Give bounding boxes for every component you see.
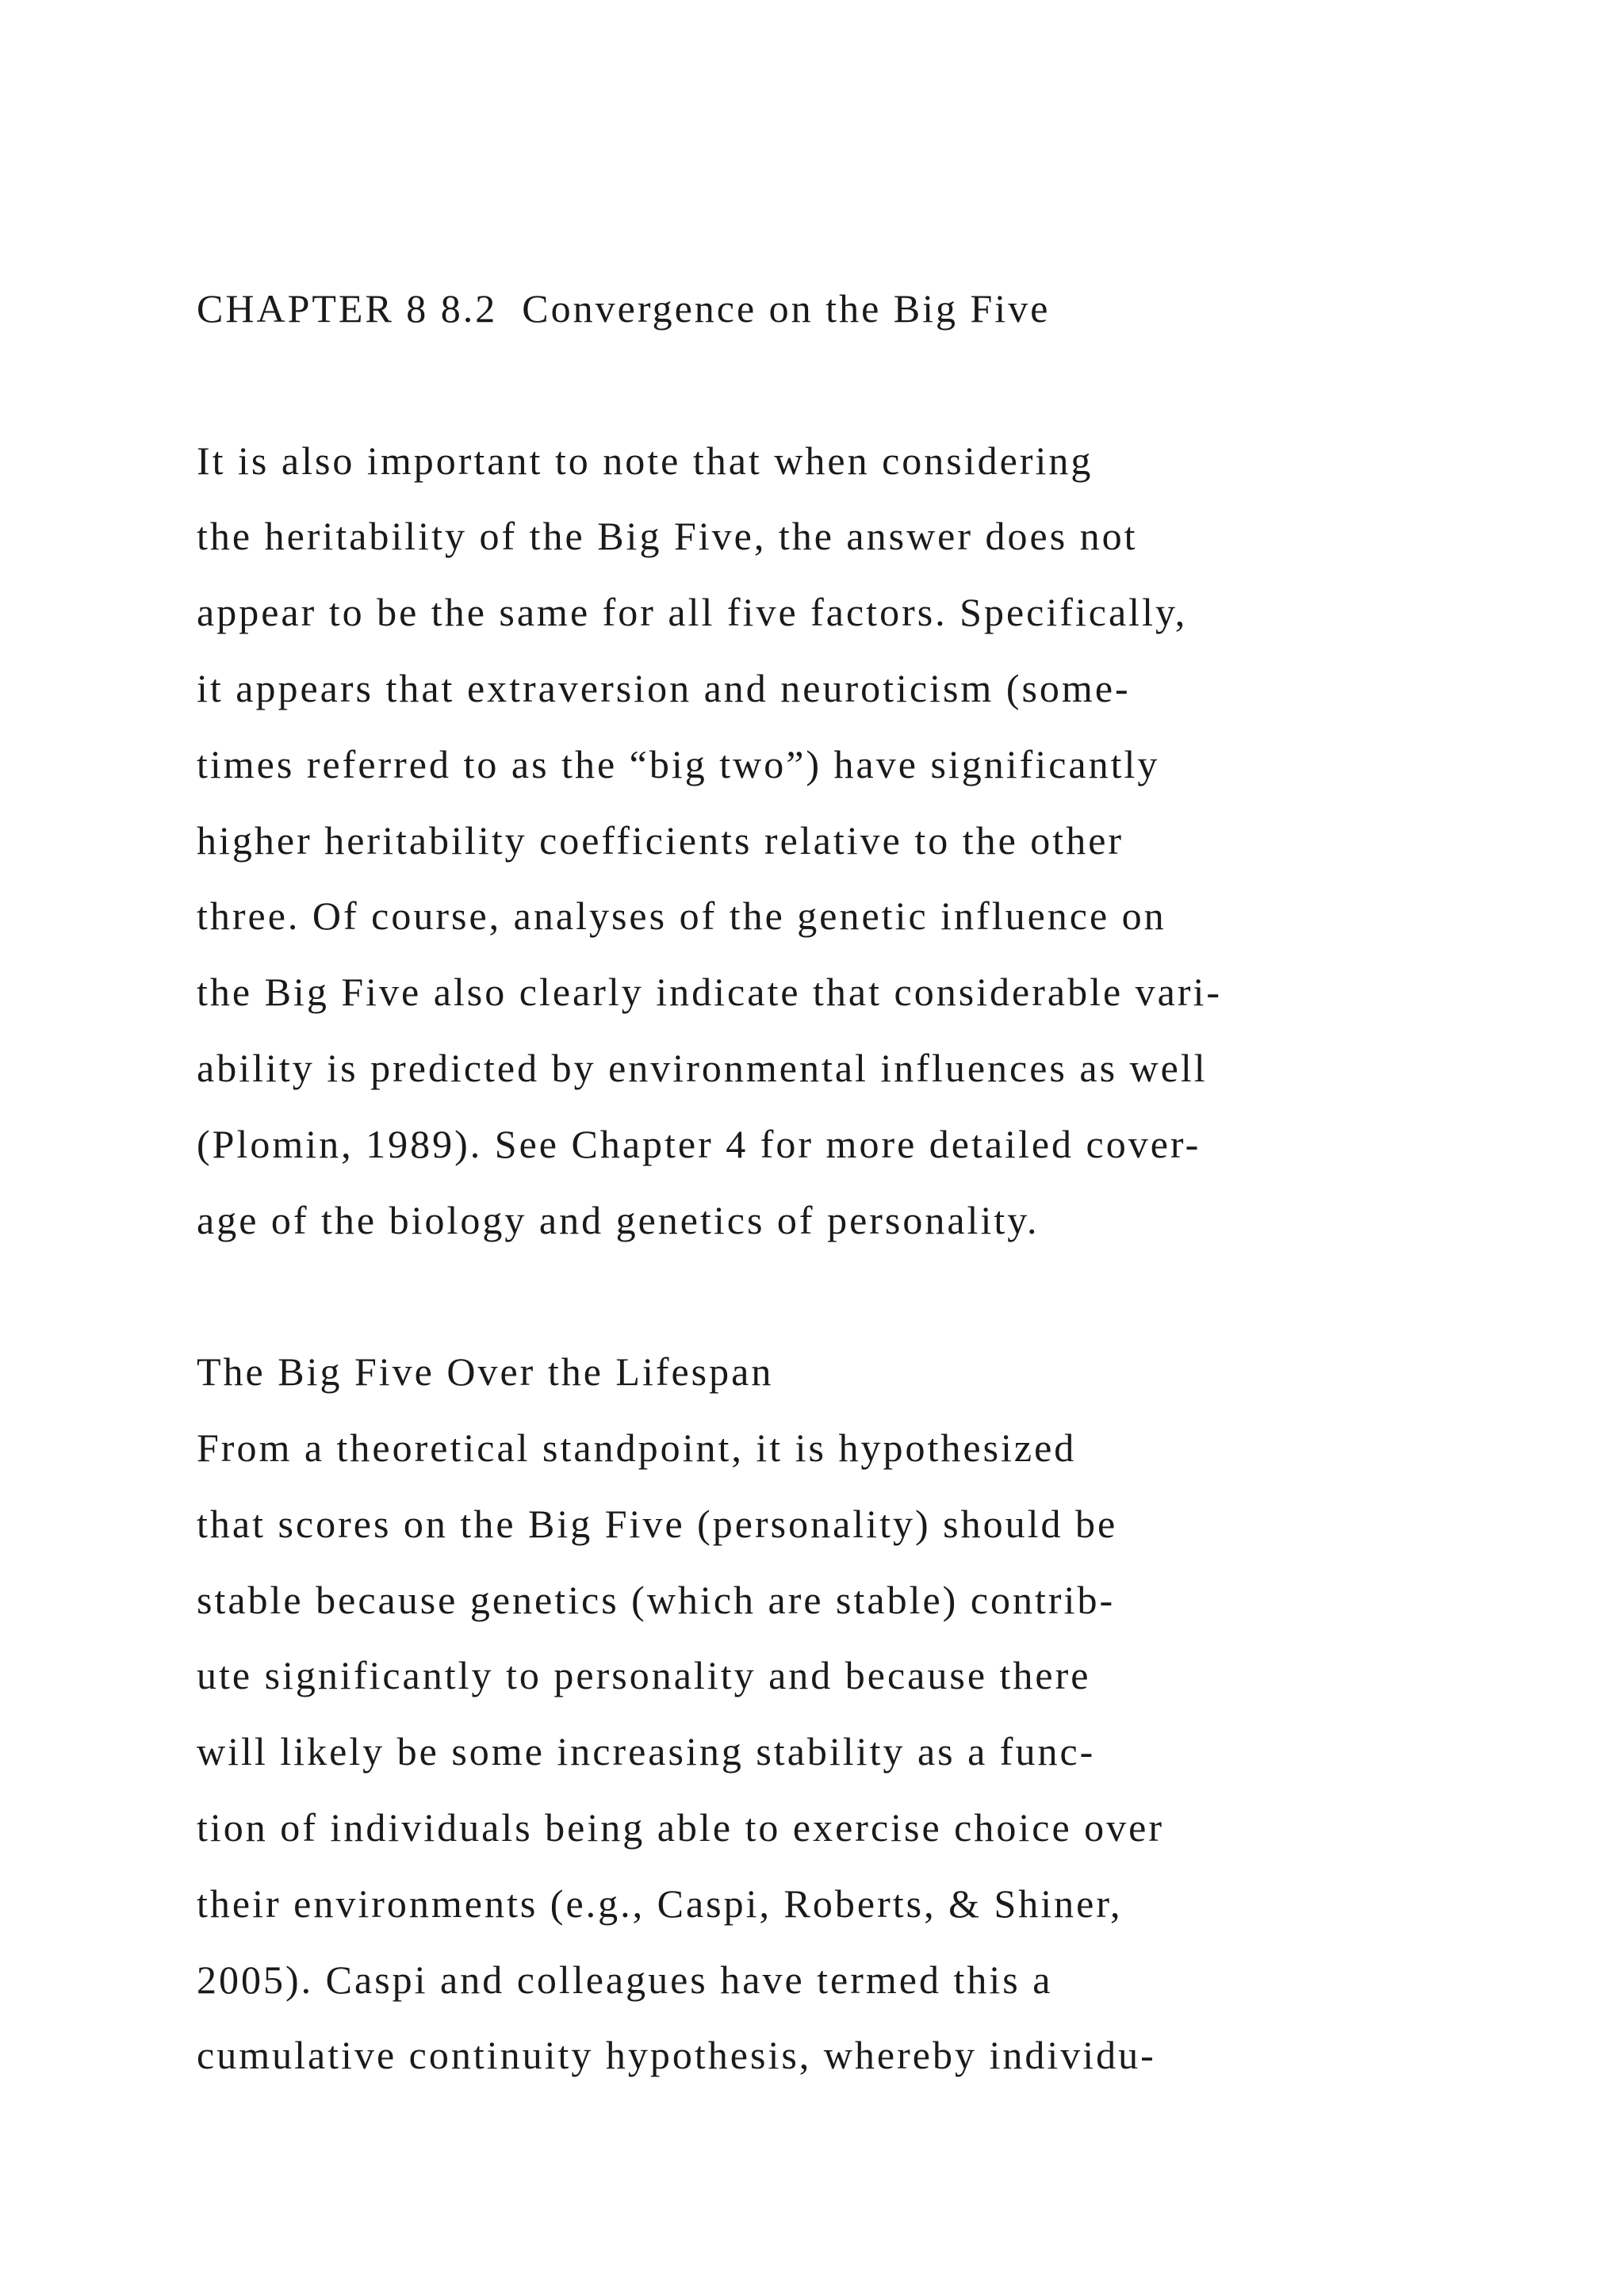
text-column [197, 271, 1545, 2094]
paragraph-line: From a theoretical standpoint, it is hypothesized [197, 1425, 1077, 1470]
paragraph-line: will likely be some increasing stability as a func- [197, 1729, 1096, 1774]
paragraph-line: the heritability of the Big Five, the answer does not [197, 514, 1138, 559]
paragraph-lifespan [197, 1410, 1545, 2094]
paragraph-line: that scores on the Big Five (personality) should be [197, 1501, 1118, 1546]
paragraph-line: times referred to as the “big two”) have significantly [197, 741, 1160, 786]
paragraph-line: ability is predicted by environmental influences as well [197, 1045, 1208, 1090]
paragraph-line: it appears that extraversion and neuroticism (some- [197, 665, 1131, 710]
paragraph-line: age of the biology and genetics of personality. [197, 1197, 1040, 1242]
paragraph-line: the Big Five also clearly indicate that considerable vari- [197, 970, 1223, 1015]
paragraph-line: stable because genetics (which are stable) contrib- [197, 1577, 1116, 1622]
spacer [197, 347, 1545, 423]
paragraph-line: higher heritability coefficients relative to the other [197, 817, 1124, 863]
paragraph-line: ute significantly to personality and because there [197, 1653, 1091, 1698]
spacer [197, 1258, 1545, 1334]
paragraph-line: tion of individuals being able to exercise choice over [197, 1804, 1164, 1850]
paragraph-line: (Plomin, 1989). See Chapter 4 for more detailed cover- [197, 1121, 1201, 1166]
paragraph-line: three. Of course, analyses of the genetic influence on [197, 894, 1166, 939]
chapter-heading: CHAPTER 8 8.2 Convergence on the Big Five [197, 286, 1051, 331]
paragraph-line: their environments (e.g., Caspi, Roberts, & Shiner, [197, 1881, 1123, 1926]
paragraph-line: cumulative continuity hypothesis, whereby individu- [197, 2033, 1156, 2078]
paragraph-line: 2005). Caspi and colleagues have termed this a [197, 1957, 1053, 2002]
section-subheading: The Big Five Over the Lifespan [197, 1349, 774, 1395]
paragraph-line: It is also important to note that when considering [197, 438, 1094, 483]
paragraph-line: appear to be the same for all five factors. Specifically, [197, 590, 1188, 635]
paragraph-heritability [197, 423, 1545, 1259]
